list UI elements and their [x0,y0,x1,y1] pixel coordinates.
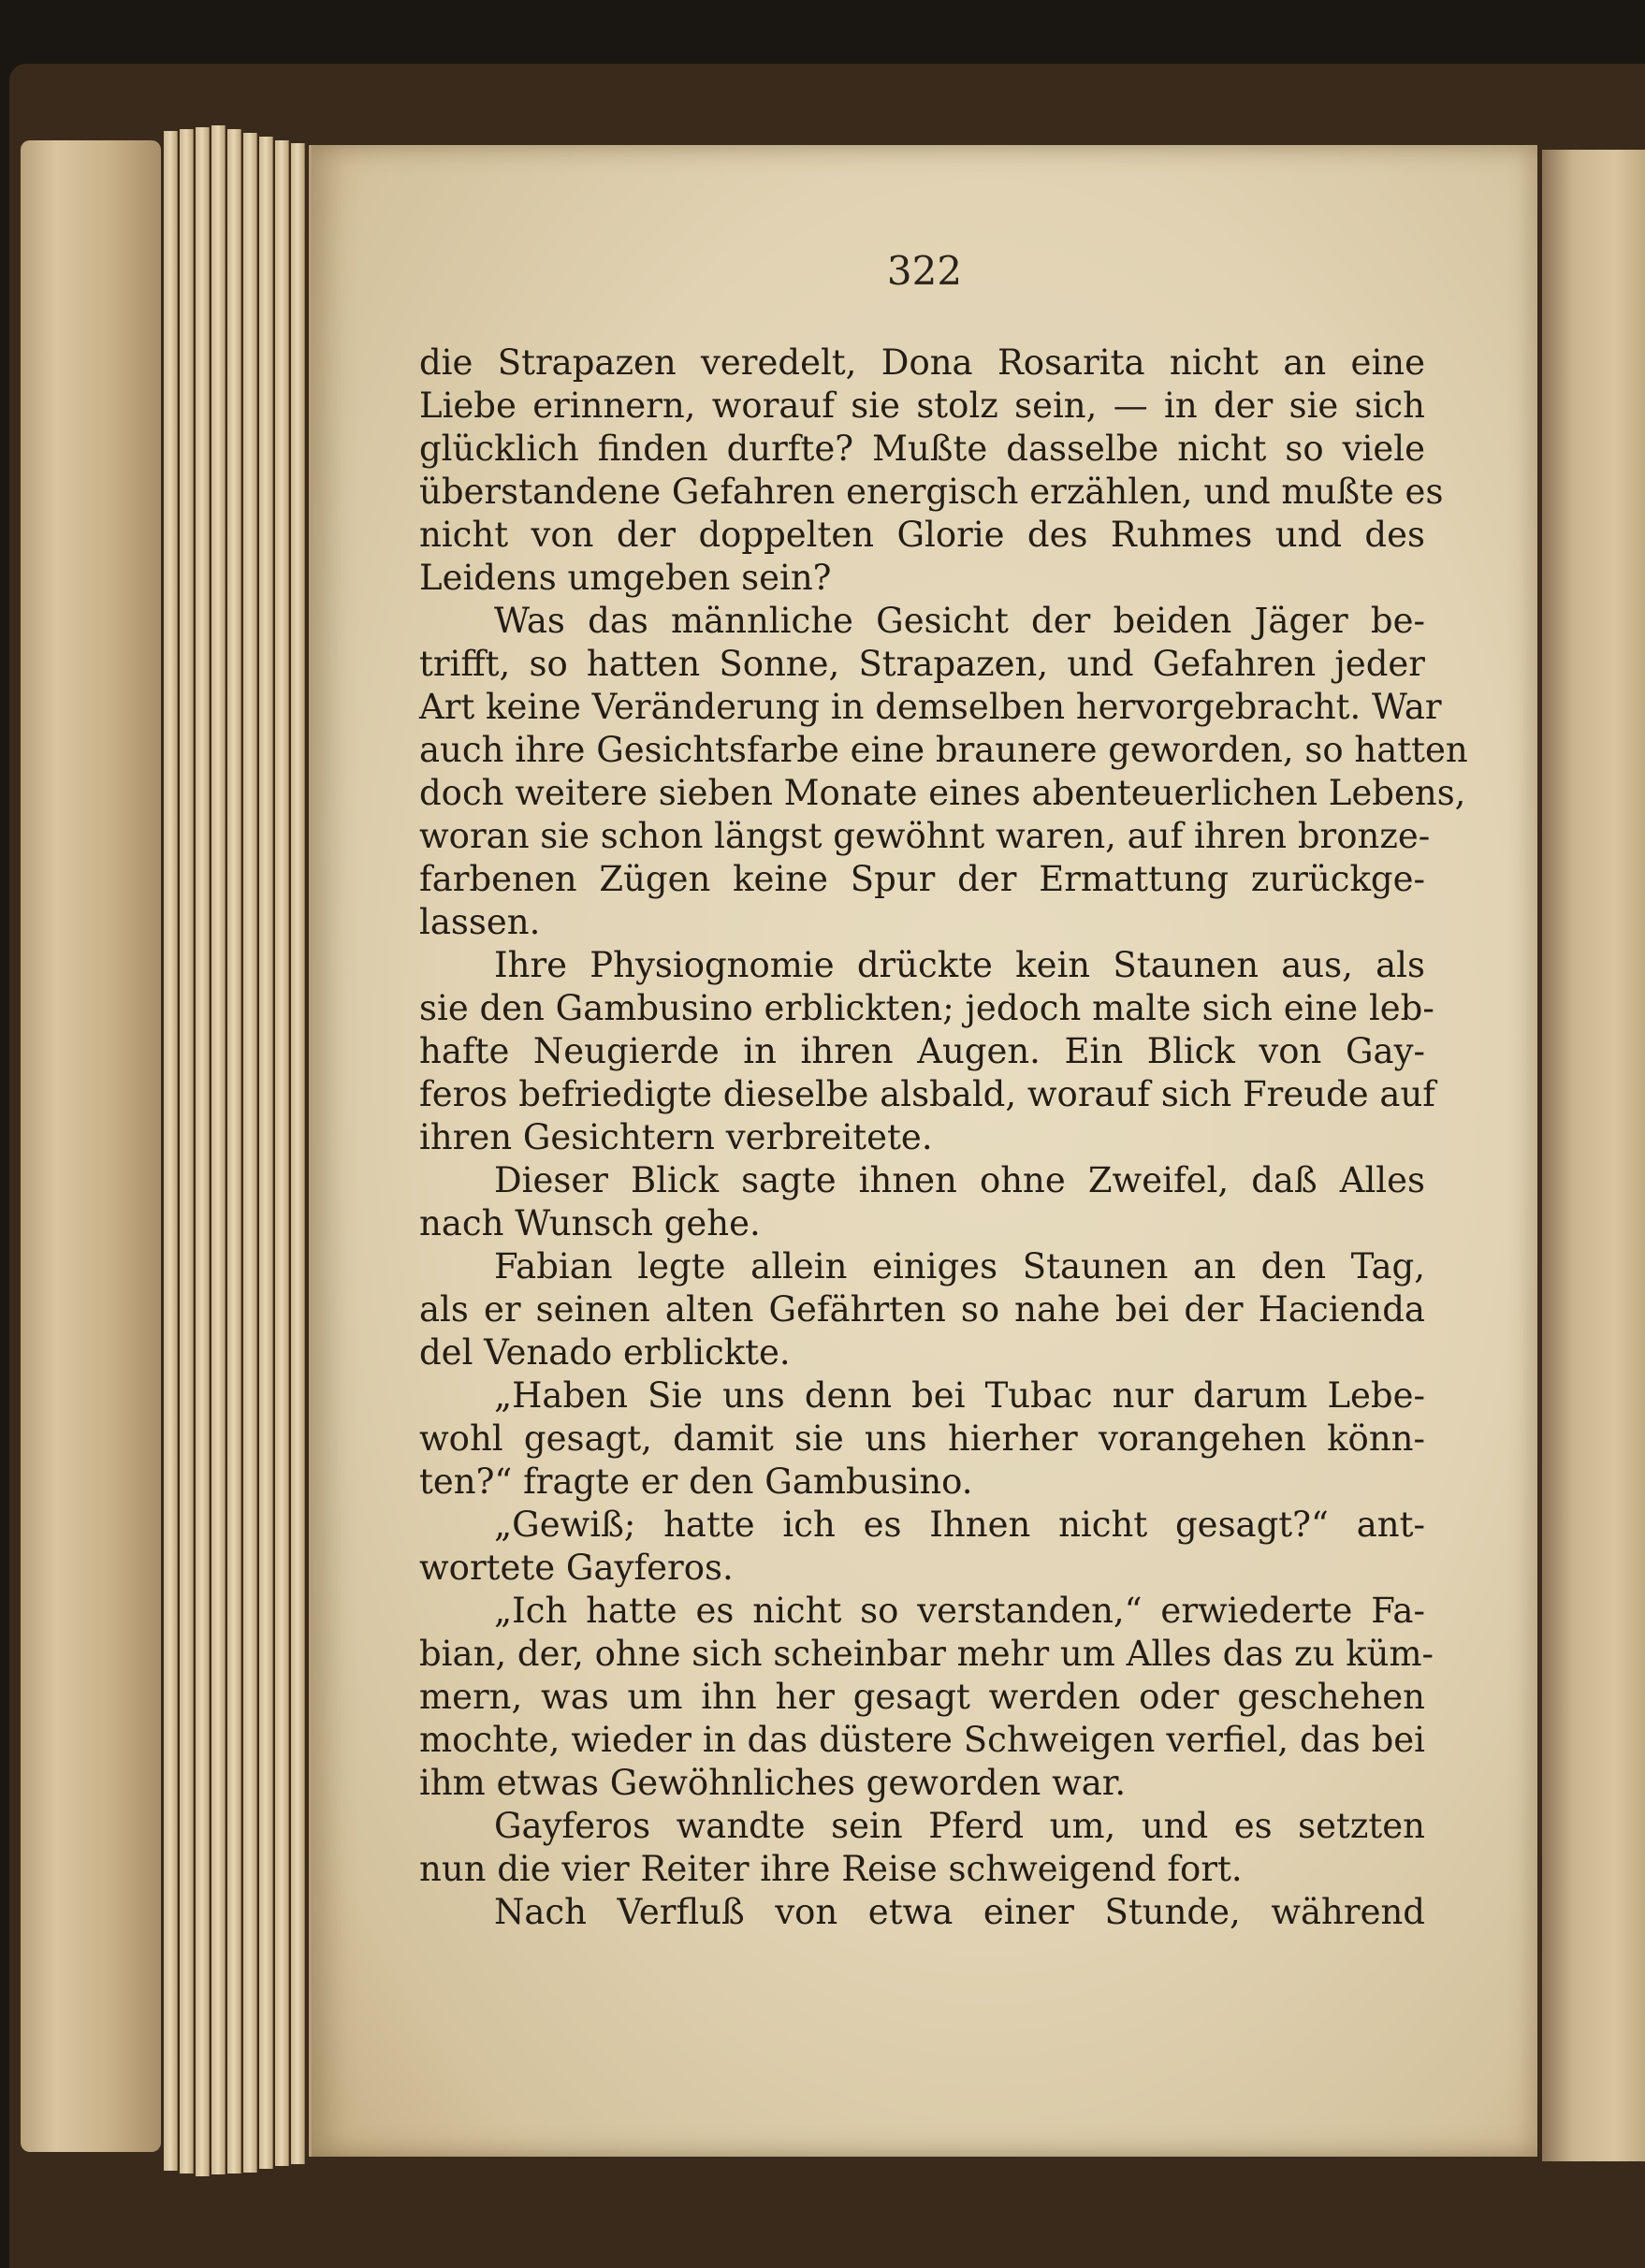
text-line: „Haben Sie uns denn bei Tubac nur darum Lebe- [494,1375,1425,1416]
text-line: ihm etwas Gewöhnliches geworden war. [419,1763,1127,1803]
text-line: sie den Gambusino erblickten; jedoch malte sich eine leb- [419,988,1434,1028]
page-number: 322 [886,248,963,294]
text-line: wortete Gayferos. [419,1548,734,1588]
page-stack [275,140,289,2166]
text-line: nach Wunsch gehe. [419,1203,761,1243]
facing-page [1542,150,1645,2161]
text-line: ten?“ fragte er den Gambusino. [419,1461,973,1502]
text-line: Was das männliche Gesicht der beiden Jäger be- [494,601,1425,641]
text-line: woran sie schon längst gewöhnt waren, auf ihren bronze- [419,816,1431,856]
page-stack [243,133,257,2173]
page-stack [196,127,210,2176]
text-line: mern, was um ihn her gesagt werden oder geschehen [419,1677,1425,1717]
text-line: trifft, so hatten Sonne, Strapazen, und Gefahren jeder [419,644,1425,684]
book-page [309,145,1537,2157]
text-line: Ihre Physiognomie drückte kein Staunen aus, als [494,945,1425,985]
text-line: Fabian legte allein einiges Staunen an den Tag, [494,1246,1425,1287]
text-line: Dieser Blick sagte ihnen ohne Zweifel, daß Alles [494,1160,1425,1200]
text-line: bian, der, ohne sich scheinbar mehr um Alles das zu küm- [419,1634,1434,1674]
text-line: Leidens umgeben sein? [419,558,832,598]
text-line: lassen. [419,902,541,942]
text-line: ihren Gesichtern verbreitete. [419,1117,933,1157]
text-line: hafte Neugierde in ihren Augen. Ein Blick von Gay- [419,1031,1425,1071]
text-line: farbenen Zügen keine Spur der Ermattung zurückge- [419,859,1425,899]
text-line: Art keine Veränderung in demselben hervorgebracht. War [419,687,1442,727]
text-line: doch weitere sieben Monate eines abenteuerlichen Lebens, [419,773,1466,813]
page-stack [180,129,194,2174]
text-line: „Ich hatte es nicht so verstanden,“ erwiederte Fa- [494,1591,1425,1631]
text-line: auch ihre Gesichtsfarbe eine braunere geworden, so hatten [419,730,1468,770]
text-line: überstandene Gefahren energisch erzählen, und mußte es [419,472,1444,512]
text-line: als er seinen alten Gefährten so nahe bei der Hacienda [419,1289,1425,1330]
text-line: Gayferos wandte sein Pferd um, und es setzten [494,1806,1425,1846]
text-line: Liebe erinnern, worauf sie stolz sein, — in der sie sich [419,385,1425,426]
text-line: del Venado erblickte. [419,1332,791,1373]
text-line: die Strapazen veredelt, Dona Rosarita nicht an eine [419,342,1425,383]
text-line: nun die vier Reiter ihre Reise schweigend fort. [419,1849,1243,1889]
text-line: mochte, wieder in das düstere Schweigen verfiel, das bei [419,1720,1425,1760]
text-line: wohl gesagt, damit sie uns hierher vorangehen könn- [419,1418,1425,1459]
text-line: „Gewiß; hatte ich es Ihnen nicht gesagt?“ ant- [494,1505,1425,1545]
text-line: feros befriedigte dieselbe alsbald, worauf sich Freude auf [419,1074,1435,1114]
text-line: glücklich finden durfte? Mußte dasselbe nicht so viele [419,429,1425,469]
text-line: nicht von der doppelten Glorie des Ruhmes und des [419,515,1425,555]
page-stack [259,137,273,2169]
page-stack [291,143,305,2164]
page-stack [164,131,178,2171]
page-stack [227,129,241,2174]
page-stack [211,125,226,2174]
book-edge [21,140,161,2152]
page-text [419,342,1468,1934]
text-line: Nach Verfluß von etwa einer Stunde, während [494,1892,1425,1932]
